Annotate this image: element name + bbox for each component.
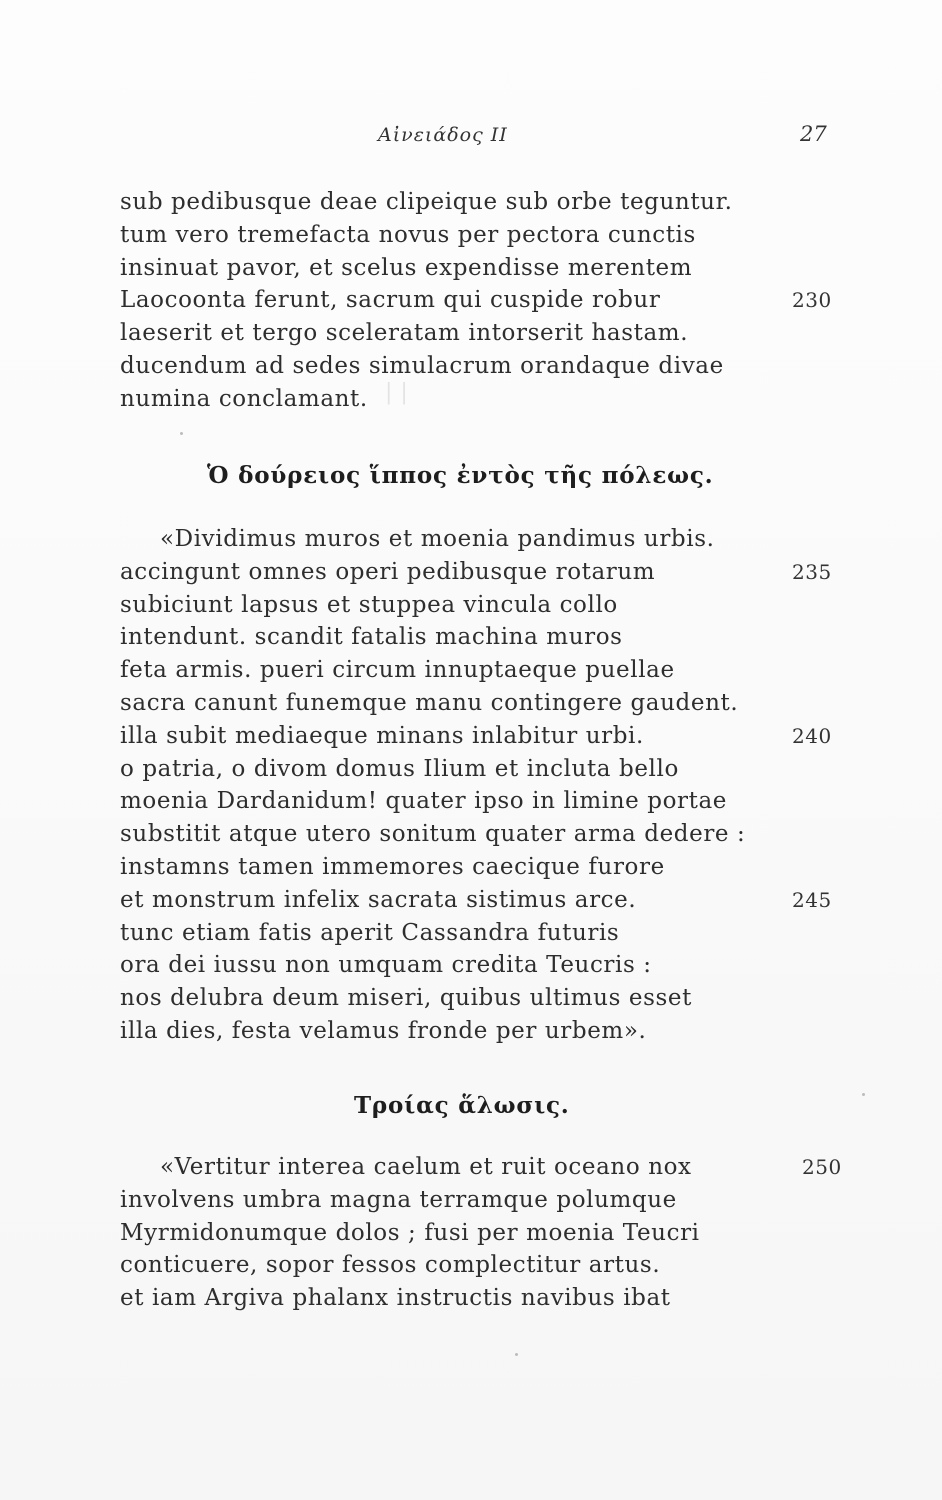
verse-line: «Vertitur interea caelum et ruit oceano nox 250 [120, 1151, 840, 1184]
line-number: 250 [802, 1155, 842, 1179]
verse-line: tunc etiam fatis aperit Cassandra futuris [120, 919, 620, 946]
verse-block-1 [120, 186, 840, 416]
section-heading-1: Ὁ δούρειος ἵππος ἐντὸς τῆς πόλεως. [207, 462, 714, 489]
verse-line: moenia Dardanidum! quater ipso in limine portae [120, 788, 727, 815]
verse-block-3 [120, 1151, 840, 1315]
verse-block-2 [120, 523, 840, 1048]
line-number: 230 [792, 288, 832, 313]
verse-line: tum vero tremefacta novus per pectora cunctis [120, 221, 696, 248]
verse-line: illa dies, festa velamus fronde per urbem». [120, 1017, 647, 1044]
verse-line: illa subit mediaeque minans inlabitur urbi. 240 [120, 720, 840, 753]
page-number: 27 [800, 122, 827, 146]
line-number: 245 [792, 887, 832, 912]
verse-line: laeserit et tergo sceleratam intorserit hastam. [120, 320, 689, 347]
verse-line: intendunt. scandit fatalis machina muros [120, 624, 623, 651]
paper-speck [180, 432, 183, 435]
paper-speck [862, 1093, 865, 1096]
line-number: 235 [792, 559, 832, 584]
verse-line: involvens umbra magna terramque polumque [120, 1186, 677, 1213]
faded-pencil-mark: || [385, 380, 416, 405]
verse-line: «Dividimus muros et moenia pandimus urbis. [160, 526, 715, 552]
verse-line: insinuat pavor, et scelus expendisse merentem [120, 254, 693, 281]
paper-speck [515, 1353, 518, 1356]
verse-line: sub pedibusque deae clipeique sub orbe teguntur. [120, 189, 733, 215]
verse-line: ora dei iussu non umquam credita Teucris : [120, 952, 652, 979]
running-head: Αἰνειάδος II [378, 124, 508, 146]
verse-line: Laocoonta ferunt, sacrum qui cuspide robur 230 [120, 284, 840, 317]
verse-line: accingunt omnes operi pedibusque rotarum 235 [120, 556, 840, 589]
verse-line: instamns tamen immemores caecique furore [120, 853, 665, 880]
verse-line: ducendum ad sedes simulacrum orandaque divae [120, 352, 724, 379]
verse-line: et monstrum infelix sacrata sistimus arce. 245 [120, 884, 840, 917]
line-number: 240 [792, 723, 832, 748]
verse-line: subiciunt lapsus et stuppea vincula collo [120, 591, 618, 618]
verse-line: et iam Argiva phalanx instructis navibus ibat [120, 1285, 671, 1312]
verse-line: o patria, o divom domus Ilium et incluta bello [120, 755, 679, 782]
verse-line: feta armis. pueri circum innuptaeque puellae [120, 657, 675, 684]
verse-line: conticuere, sopor fessos complectitur artus. [120, 1252, 661, 1279]
section-heading-2: Τροίας ἅλωσις. [354, 1092, 570, 1119]
verse-line: sacra canunt funemque manu contingere gaudent. [120, 689, 739, 716]
verse-line: Myrmidonumque dolos ; fusi per moenia Teucri [120, 1219, 700, 1246]
verse-line: numina conclamant. [120, 385, 368, 412]
verse-line: substitit atque utero sonitum quater arma dedere : [120, 821, 746, 848]
verse-line: nos delubra deum miseri, quibus ultimus esset [120, 985, 692, 1012]
